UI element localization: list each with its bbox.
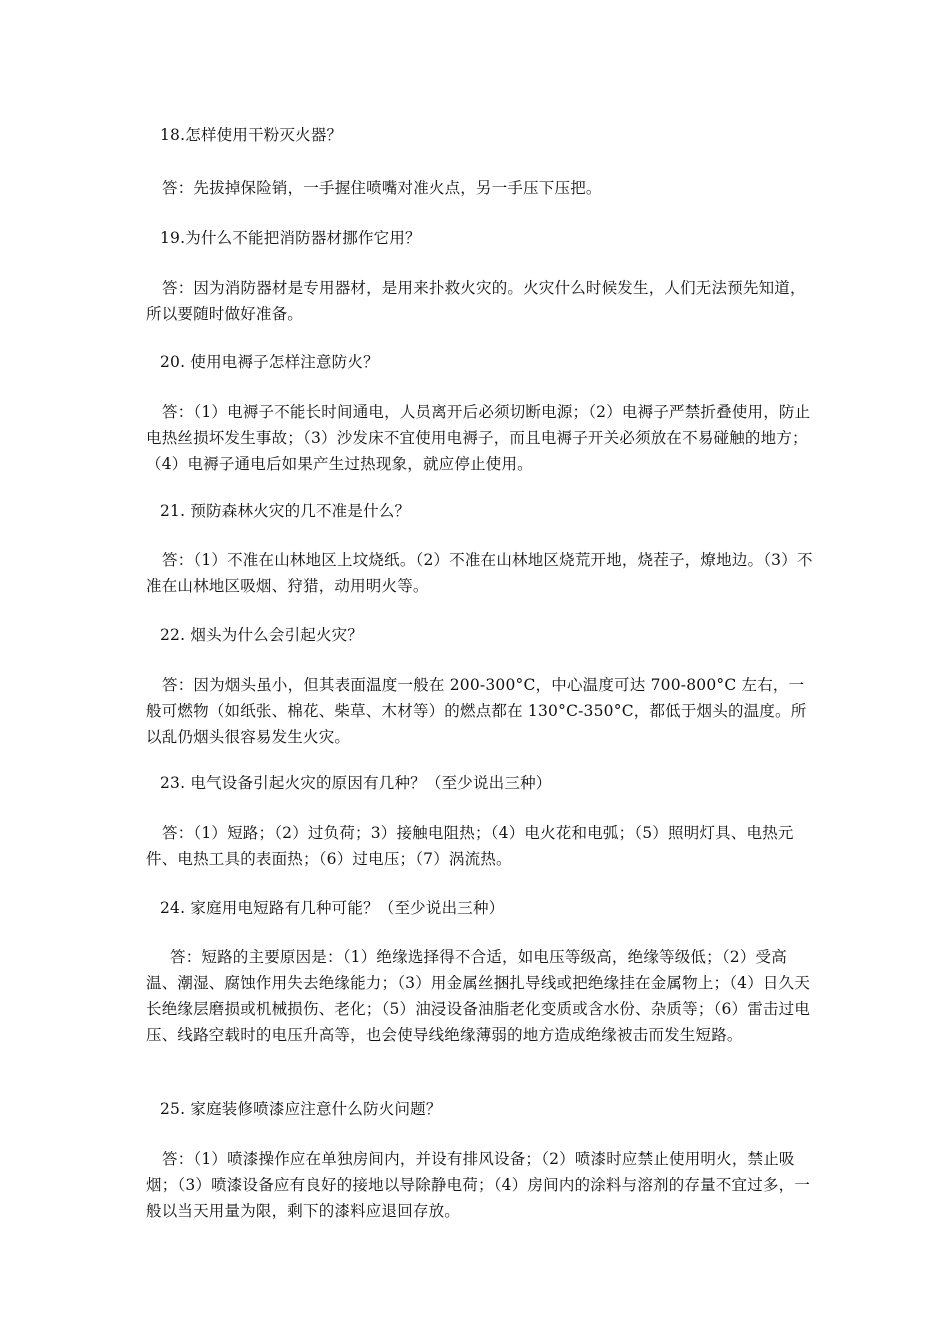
question-24: 24. 家庭用电短路有几种可能？（至少说出三种）	[160, 899, 505, 917]
question-19: 19.为什么不能把消防器材挪作它用？	[160, 229, 421, 247]
answer-21: 答：（1）不准在山林地区上坟烧纸。（2）不准在山林地区烧荒开地，烧茬子，燎地边。（3）不准在山林地区吸烟、狩猎，动用明火等。	[146, 551, 813, 595]
answer-18: 答：先拔掉保险销，一手握住喷嘴对准火点，另一手压下压把。	[162, 179, 602, 197]
question-25: 25. 家庭装修喷漆应注意什么防火问题？	[160, 1100, 442, 1118]
answer-23: 答：（1）短路；（2）过负荷；3）接触电阻热；（4）电火花和电弧；（5）照明灯具、电热元件、电热工具的表面热；（6）过电压；（7）涡流热。	[146, 824, 794, 868]
question-18: 18.怎样使用干粉灭火器？	[160, 126, 343, 144]
answer-19: 答：因为消防器材是专用器材，是用来扑救火灾的。火灾什么时候发生，人们无法预先知道，所以要随时做好准备。	[146, 279, 806, 323]
question-23: 23. 电气设备引起火灾的原因有几种？（至少说出三种）	[160, 774, 552, 792]
answer-25: 答：（1）喷漆操作应在单独房间内，并设有排风设备；（2）喷漆时应禁止使用明火，禁止吸烟；（3）喷漆设备应有良好的接地以导除静电荷；（4）房间内的涂料与溶剂的存量不宜过多，一般以当天用量为限，剩下的漆料应退回存放。	[146, 1150, 811, 1220]
question-22: 22. 烟头为什么会引起火灾？	[160, 626, 364, 644]
answer-24: 答：短路的主要原因是：（1）绝缘选择得不合适，如电压等级高，绝缘等级低；（2）受高温、潮湿、腐蚀作用失去绝缘能力；（3）用金属丝捆扎导线或把绝缘挂在金属物上；（4）日久天长绝缘层磨损或机械损伤、老化；（5）油浸设备油脂老化变质或含水份、杂质等；（6）雷击过电压、线路空载时的电压升高等，也会使导线绝缘薄弱的地方造成绝缘被击而发生短路。	[146, 948, 811, 1044]
question-20: 20. 使用电褥子怎样注意防火？	[160, 353, 379, 371]
answer-20: 答：（1）电褥子不能长时间通电，人员离开后必须切断电源；（2）电褥子严禁折叠使用，防止电热丝损坏发生事故；（3）沙发床不宜使用电褥子，而且电褥子开关必须放在不易碰触的地方；（4）电褥子通电后如果产生过热现象，就应停止使用。	[146, 403, 811, 473]
answer-22: 答：因为烟头虽小，但其表面温度一般在 200-300°C，中心温度可达 700-800°C 左右，一般可燃物（如纸张、棉花、柴草、木材等）的燃点都在 130°C-350°C，都低于烟头的温度。所以乱仍烟头很容易发生火灾。	[146, 676, 807, 746]
question-21: 21. 预防森林火灾的几不准是什么？	[160, 502, 411, 520]
